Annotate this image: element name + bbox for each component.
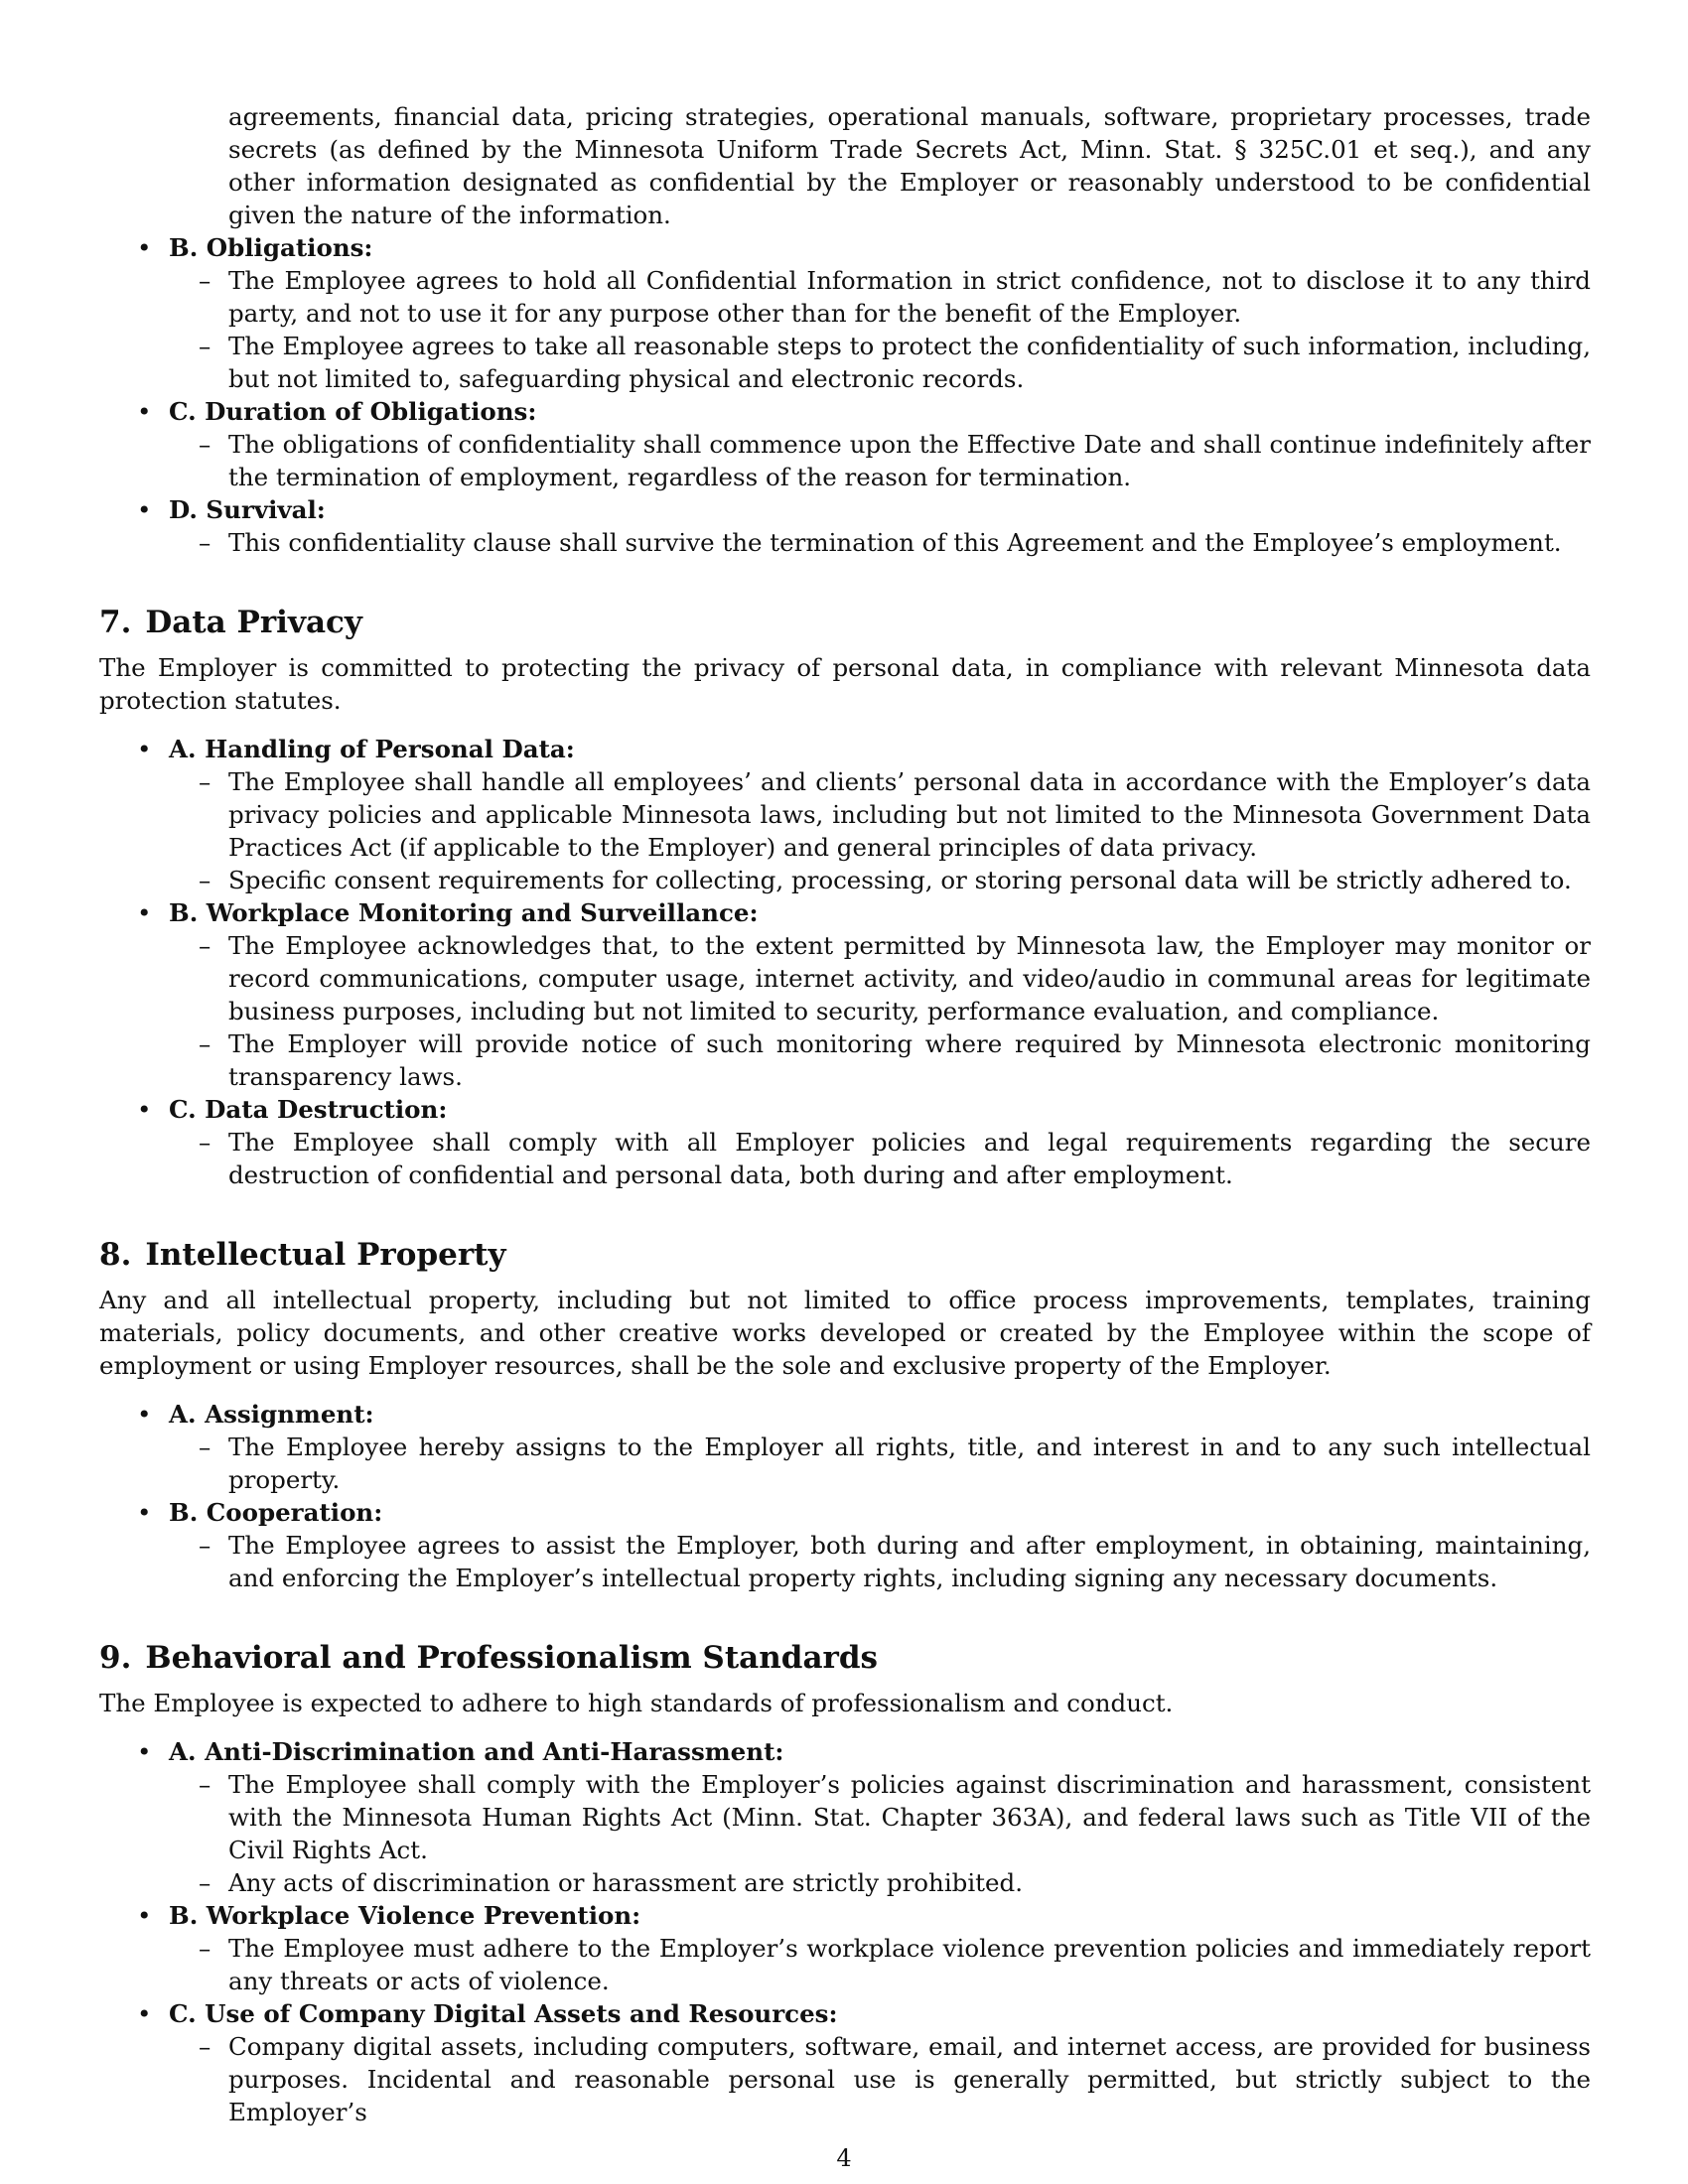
list-item xyxy=(137,395,1591,493)
item-title: • B. Workplace Violence Prevention: xyxy=(169,1901,641,1930)
sub-item: – The Employee agrees to take all reasonable steps to protect the confidentiality of such information, including, but not limited to, safeguarding physical and electronic records. xyxy=(199,330,1591,395)
sub-item: – The Employee agrees to hold all Confidential Information in strict confidence, not to disclose it to any third party, and not to use it for any purpose other than for the benefit of the Employer. xyxy=(199,264,1591,330)
document-page xyxy=(99,100,1591,2128)
list-item xyxy=(137,493,1591,559)
sub-list xyxy=(199,765,1591,896)
item-title: • C. Duration of Obligations: xyxy=(169,397,537,426)
section-heading xyxy=(99,1638,1591,1678)
sub-list xyxy=(199,1431,1591,1496)
item-title: • C. Data Destruction: xyxy=(169,1095,448,1124)
section xyxy=(99,1638,1591,2128)
sub-list xyxy=(199,526,1591,559)
sub-item: – The Employee hereby assigns to the Employer all rights, title, and interest in and to any such intellectual property. xyxy=(199,1431,1591,1496)
sub-list xyxy=(199,1932,1591,1997)
page-number: 4 xyxy=(836,2144,852,2172)
sub-item: – The Employee agrees to assist the Employer, both during and after employment, in obtaining, maintaining, and enforcing the Employer’s intellectual property rights, including signing any necessary documents. xyxy=(199,1529,1591,1594)
continuation-paragraph: agreements, financial data, pricing strategies, operational manuals, software, proprietary processes, trade secrets (as defined by the Minnesota Uniform Trade Secrets Act, Minn. Stat. § 325C.01 et seq.), and any other information designated as confidential by the Employer or reasonably understood to be confidential given the nature of the information. xyxy=(228,102,1591,229)
section-title: Data Privacy xyxy=(145,605,362,640)
section-heading xyxy=(99,603,1591,642)
sub-item: – The Employer will provide notice of such monitoring where required by Minnesota electronic monitoring transparency laws. xyxy=(199,1027,1591,1093)
sub-list xyxy=(199,2030,1591,2128)
confidentiality-items xyxy=(137,231,1591,559)
list-item xyxy=(137,1398,1591,1496)
item-title: • A. Anti-Discrimination and Anti-Harassment: xyxy=(169,1737,784,1766)
sub-item: – The Employee shall comply with the Employer’s policies against discrimination and harassment, consistent with the Minnesota Human Rights Act (Minn. Stat. Chapter 363A), and federal laws such as Title VII of the Civil Rights Act. xyxy=(199,1768,1591,1866)
section-intro: The Employee is expected to adhere to high standards of professionalism and conduct. xyxy=(99,1689,1174,1717)
list-item xyxy=(137,1496,1591,1594)
sub-list xyxy=(199,264,1591,395)
list-item xyxy=(137,1899,1591,1997)
section-number: 8. xyxy=(99,1237,132,1273)
sub-list xyxy=(199,428,1591,493)
item-title: • B. Workplace Monitoring and Surveillance: xyxy=(169,898,759,927)
section-heading xyxy=(99,1235,1591,1275)
section xyxy=(99,1235,1591,1594)
item-title: • D. Survival: xyxy=(169,495,326,524)
sub-item: – The Employee shall comply with all Employer policies and legal requirements regarding the secure destruction of confidential and personal data, both during and after employment. xyxy=(199,1126,1591,1191)
sub-item: – This confidentiality clause shall survive the termination of this Agreement and the Employee’s employment. xyxy=(199,526,1591,559)
item-title: • C. Use of Company Digital Assets and Resources: xyxy=(169,1999,838,2028)
list-item xyxy=(137,1093,1591,1191)
sub-item: – Any acts of discrimination or harassment are strictly prohibited. xyxy=(199,1866,1591,1899)
sub-item: – The obligations of confidentiality shall commence upon the Effective Date and shall continue indefinitely after the termination of employment, regardless of the reason for termination. xyxy=(199,428,1591,493)
section xyxy=(99,603,1591,1191)
item-title: • B. Obligations: xyxy=(169,233,373,262)
section-title: Intellectual Property xyxy=(145,1237,506,1273)
item-title: • A. Handling of Personal Data: xyxy=(169,735,575,763)
section-number: 9. xyxy=(99,1640,132,1676)
sub-list xyxy=(199,1126,1591,1191)
list-item xyxy=(137,1997,1591,2128)
section-intro: The Employer is committed to protecting the privacy of personal data, in compliance with relevant Minnesota data protection statutes. xyxy=(99,653,1591,715)
item-title: • A. Assignment: xyxy=(169,1400,374,1429)
section-intro: Any and all intellectual property, including but not limited to office process improvements, templates, training materials, policy documents, and other creative works developed or created by the Employee within the scope of employment or using Employer resources, shall be the sole and exclusive property of the Employer. xyxy=(99,1286,1591,1380)
list-item xyxy=(137,1735,1591,1899)
section-items xyxy=(137,1735,1591,2128)
list-item xyxy=(137,231,1591,395)
section-title: Behavioral and Professionalism Standards xyxy=(145,1640,878,1676)
section-items xyxy=(137,1398,1591,1594)
sub-item: – Company digital assets, including computers, software, email, and internet access, are provided for business purposes. Incidental and reasonable personal use is generally permitted, but strictly subject to the Employer’s xyxy=(199,2030,1591,2128)
sub-item: – The Employee must adhere to the Employer’s workplace violence prevention policies and immediately report any threats or acts of violence. xyxy=(199,1932,1591,1997)
item-title: • B. Cooperation: xyxy=(169,1498,383,1527)
sub-item: – The Employee shall handle all employees’ and clients’ personal data in accordance with the Employer’s data privacy policies and applicable Minnesota laws, including but not limited to the Minnesota Government Data Practices Act (if applicable to the Employer) and general principles of data privacy. xyxy=(199,765,1591,864)
section-number: 7. xyxy=(99,605,132,640)
list-item xyxy=(137,733,1591,896)
sub-list xyxy=(199,1529,1591,1594)
sub-item: – The Employee acknowledges that, to the extent permitted by Minnesota law, the Employer may monitor or record communications, computer usage, internet activity, and video/audio in communal areas for legitimate business purposes, including but not limited to security, performance evaluation, and compliance. xyxy=(199,929,1591,1027)
sub-list xyxy=(199,1768,1591,1899)
list-item xyxy=(137,896,1591,1093)
section-items xyxy=(137,733,1591,1191)
sections xyxy=(99,603,1591,2128)
sub-item: – Specific consent requirements for collecting, processing, or storing personal data will be strictly adhered to. xyxy=(199,864,1591,896)
sub-list xyxy=(199,929,1591,1093)
